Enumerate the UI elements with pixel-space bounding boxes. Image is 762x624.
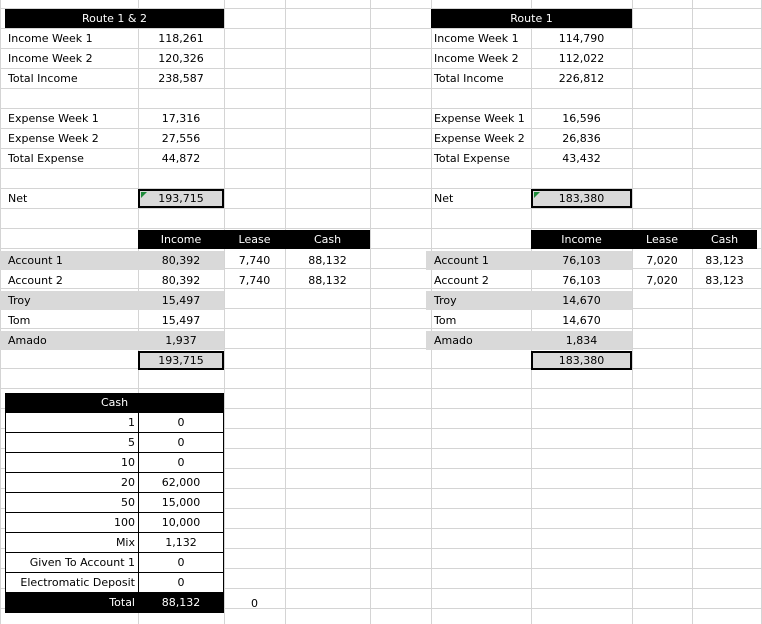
person-name[interactable]: Amado [426, 331, 531, 350]
income-value[interactable]: 238,587 [158, 72, 204, 85]
cash-amount[interactable]: 0 [138, 553, 224, 573]
cash-denomination[interactable]: 100 [5, 513, 139, 533]
person-name[interactable]: Tom [8, 314, 31, 327]
income-label[interactable]: Total Income [434, 72, 504, 85]
income-label[interactable]: Income Week 1 [434, 32, 519, 45]
expense-label[interactable]: Expense Week 2 [8, 132, 99, 145]
split-total[interactable]: 193,715 [138, 351, 224, 370]
expense-value[interactable]: 43,432 [562, 152, 601, 165]
account-lease[interactable]: 7,020 [646, 254, 678, 267]
person-name[interactable]: Troy [0, 291, 138, 310]
split-total[interactable]: 183,380 [531, 351, 632, 370]
column-gridline [285, 0, 286, 624]
expense-value[interactable]: 44,872 [161, 152, 201, 165]
cash-amount[interactable]: 0 [138, 433, 224, 453]
income-label[interactable]: Income Week 1 [8, 32, 93, 45]
route-title-right: Route 1 [431, 9, 632, 28]
cash-denomination[interactable]: 20 [5, 473, 139, 493]
header-cash: Cash [285, 230, 370, 249]
account-income[interactable]: 76,103 [531, 251, 632, 270]
net-label[interactable]: Net [434, 192, 454, 205]
person-income[interactable]: 14,670 [531, 291, 632, 310]
person-income[interactable]: 1,834 [531, 331, 632, 350]
header-lease: Lease [632, 230, 692, 249]
income-label[interactable]: Income Week 2 [434, 52, 519, 65]
cash-denomination[interactable]: 1 [5, 413, 139, 433]
column-gridline [224, 0, 225, 624]
cash-total-value[interactable]: 88,132 [138, 593, 224, 613]
net-value[interactable] [531, 189, 632, 208]
expense-label[interactable]: Expense Week 2 [434, 132, 525, 145]
expense-value[interactable]: 26,836 [562, 132, 601, 145]
route-title-left: Route 1 & 2 [5, 9, 224, 28]
account-name[interactable]: Account 1 [0, 251, 138, 270]
cash-denomination[interactable]: Mix [5, 533, 139, 553]
account-name[interactable]: Account 1 [426, 251, 531, 270]
income-value[interactable]: 118,261 [158, 32, 204, 45]
account-cash[interactable]: 83,123 [705, 274, 744, 287]
account-cash[interactable]: 83,123 [705, 254, 744, 267]
account-income[interactable]: 80,392 [161, 274, 201, 287]
cell-warning-indicator [534, 192, 540, 198]
person-income[interactable]: 15,497 [161, 314, 201, 327]
cash-denomination[interactable]: 5 [5, 433, 139, 453]
account-cash[interactable]: 88,132 [308, 274, 347, 287]
cash-total-label: Total [5, 593, 138, 613]
header-cash: Cash [692, 230, 757, 249]
cash-denomination[interactable]: Electromatic Deposit [5, 573, 139, 593]
column-gridline [692, 0, 693, 624]
income-value[interactable]: 114,790 [558, 32, 605, 45]
income-label[interactable]: Total Income [8, 72, 78, 85]
account-name[interactable]: Account 2 [434, 274, 489, 287]
expense-label[interactable]: Total Expense [434, 152, 510, 165]
cash-table-title: Cash [5, 393, 224, 413]
net-value[interactable] [138, 189, 224, 208]
person-income[interactable]: 1,937 [138, 331, 224, 350]
account-lease[interactable]: 7,740 [238, 254, 271, 267]
cash-amount[interactable]: 0 [138, 413, 224, 433]
cash-amount[interactable]: 0 [138, 573, 224, 593]
column-gridline [632, 0, 633, 624]
cash-denomination[interactable]: 10 [5, 453, 139, 473]
net-label[interactable]: Net [8, 192, 28, 205]
cell-warning-indicator [141, 192, 147, 198]
person-income[interactable]: 15,497 [138, 291, 224, 310]
expense-value[interactable]: 16,596 [562, 112, 601, 125]
income-value[interactable]: 226,812 [558, 72, 605, 85]
net-value-text: 183,380 [558, 192, 605, 205]
account-lease[interactable]: 7,020 [646, 274, 678, 287]
account-income[interactable]: 76,103 [562, 274, 601, 287]
header-income: Income [138, 230, 224, 249]
account-lease[interactable]: 7,740 [238, 274, 271, 287]
account-name[interactable]: Account 2 [8, 274, 63, 287]
cash-denomination[interactable]: Given To Account 1 [5, 553, 139, 573]
expense-label[interactable]: Total Expense [8, 152, 84, 165]
header-income: Income [531, 230, 632, 249]
column-gridline [370, 0, 371, 624]
expense-label[interactable]: Expense Week 1 [434, 112, 525, 125]
account-income[interactable]: 80,392 [138, 251, 224, 270]
income-value[interactable]: 120,326 [158, 52, 204, 65]
person-name[interactable]: Amado [0, 331, 138, 350]
cash-amount[interactable]: 1,132 [138, 533, 224, 553]
cash-amount[interactable]: 10,000 [138, 513, 224, 533]
income-value[interactable]: 112,022 [558, 52, 605, 65]
cash-extra-value[interactable]: 0 [251, 597, 258, 610]
person-name[interactable]: Troy [426, 291, 531, 310]
expense-label[interactable]: Expense Week 1 [8, 112, 99, 125]
cash-amount[interactable]: 0 [138, 453, 224, 473]
cash-amount[interactable]: 15,000 [138, 493, 224, 513]
expense-value[interactable]: 17,316 [161, 112, 201, 125]
person-income[interactable]: 14,670 [562, 314, 601, 327]
expense-value[interactable]: 27,556 [161, 132, 201, 145]
person-name[interactable]: Tom [434, 314, 457, 327]
net-value-text: 193,715 [158, 192, 204, 205]
account-cash[interactable]: 88,132 [308, 254, 347, 267]
header-lease: Lease [224, 230, 285, 249]
income-label[interactable]: Income Week 2 [8, 52, 93, 65]
cash-amount[interactable]: 62,000 [138, 473, 224, 493]
cash-denomination[interactable]: 50 [5, 493, 139, 513]
